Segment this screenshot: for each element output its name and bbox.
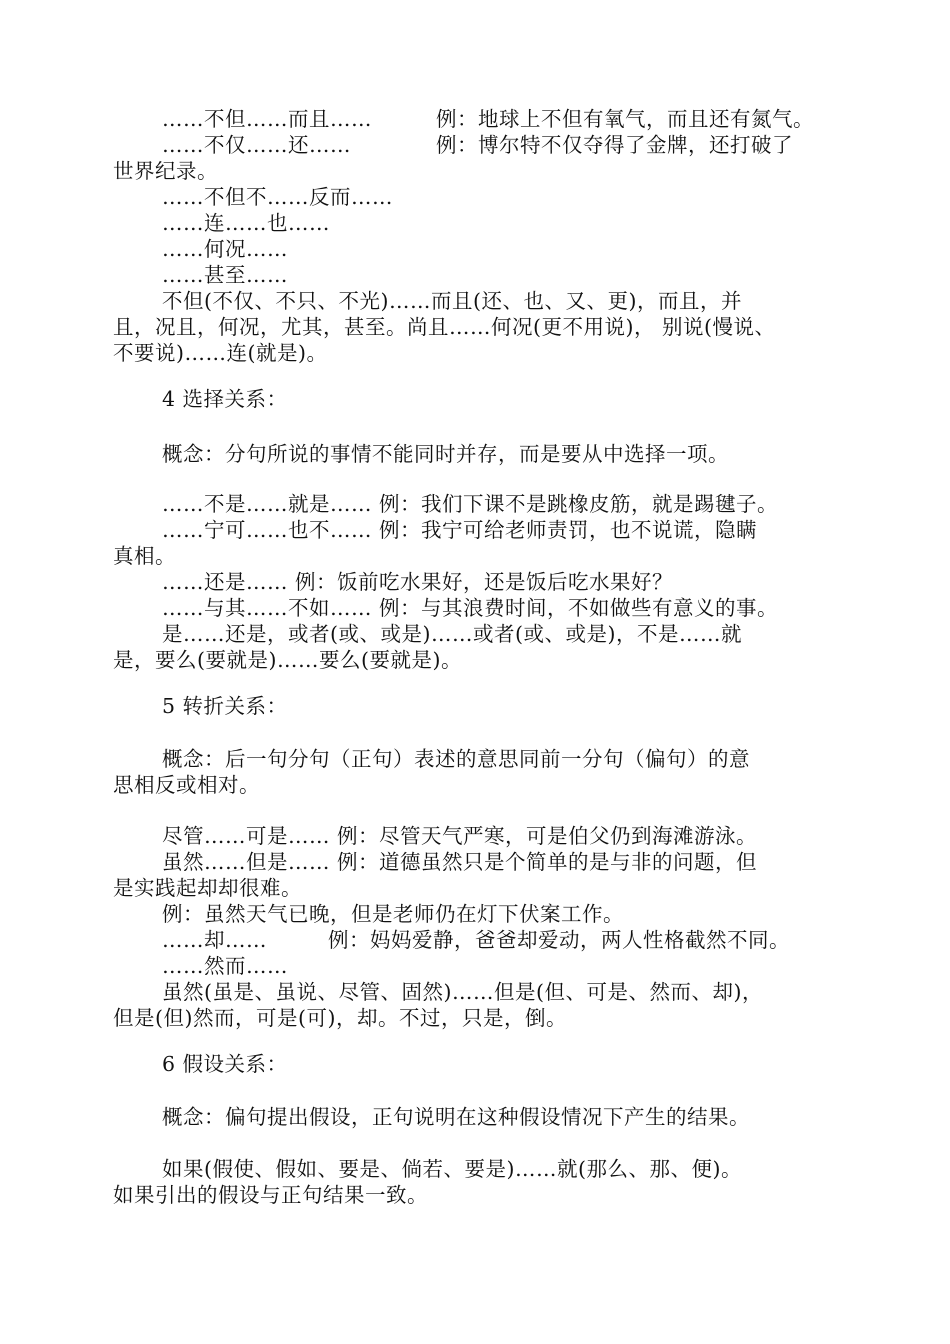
pattern: ……不仅……还…… [162,133,351,157]
body-line: 是……还是，或者(或、或是)……或者(或、或是)，不是……就 [162,622,742,646]
body-line: ……宁可……也不…… 例：我宁可给老师责罚，也不说谎，隐瞒 [162,518,758,542]
body-line: 如果(假使、假如、要是、倘若、要是)……就(那么、那、便)。 [162,1157,742,1181]
summary-line: 虽然(虽是、虽说、尽管、固然)……但是(但、可是、然而、却)， [162,980,763,1004]
pattern-line [162,132,793,158]
body-line: 是实践起却却很难。 [113,876,302,900]
body-line: 如果引出的假设与正句结果一致。 [113,1183,428,1207]
pattern: ……甚至…… [162,263,288,287]
body-line: 例：虽然天气已晚，但是老师仍在灯下伏案工作。 [162,902,624,926]
section-heading: 5 转折关系： [162,694,288,718]
concept-line: 概念：偏句提出假设，正句说明在这种假设情况下产生的结果。 [162,1105,750,1129]
concept-line: 概念：后一句分句（正句）表述的意思同前一分句（偏句）的意 [162,747,750,771]
pattern: ……何况…… [162,237,288,261]
pattern-line [162,106,814,132]
example-continuation: 世界纪录。 [113,159,218,183]
summary-line: 但是(但)然而，可是(可)，却。不过，只是，倒。 [113,1006,567,1030]
pattern: ……连……也…… [162,211,330,235]
summary-line: 不但(不仅、不只、不光)……而且(还、也、又、更)，而且，并 [162,289,742,313]
summary-line: 不要说)……连(就是)。 [113,341,328,365]
concept-line: 思相反或相对。 [113,773,260,797]
pattern: ……然而…… [162,954,288,978]
concept-line: 概念：分句所说的事情不能同时并存，而是要从中选择一项。 [162,442,729,466]
body-line: 是，要么(要就是)……要么(要就是)。 [113,648,462,672]
example: 例：地球上不但有氧气，而且还有氮气。 [436,107,814,131]
section-heading: 4 选择关系： [162,387,288,411]
body-line: 虽然……但是…… 例：道德虽然只是个简单的是与非的问题，但 [162,850,758,874]
example: 例：博尔特不仅夺得了金牌，还打破了 [436,133,793,157]
body-line: 真相。 [113,544,176,568]
pattern: ……不但不……反而…… [162,185,393,209]
summary-line: 且，况且，何况，尤其，甚至。尚且……何况(更不用说)， 别说(慢说、 [113,315,776,339]
pattern: ……却…… [162,928,267,952]
pattern-line [162,927,790,953]
pattern: ……不但……而且…… [162,107,372,131]
body-line: 尽管……可是…… 例：尽管天气严寒，可是伯父仍到海滩游泳。 [162,824,758,848]
section-heading: 6 假设关系： [162,1052,288,1076]
body-line: ……还是…… 例：饭前吃水果好，还是饭后吃水果好？ [162,570,674,594]
example: 例：妈妈爱静，爸爸却爱动，两人性格截然不同。 [328,928,790,952]
body-line: ……与其……不如…… 例：与其浪费时间，不如做些有意义的事。 [162,596,779,620]
body-line: ……不是……就是…… 例：我们下课不是跳橡皮筋，就是踢毽子。 [162,492,779,516]
